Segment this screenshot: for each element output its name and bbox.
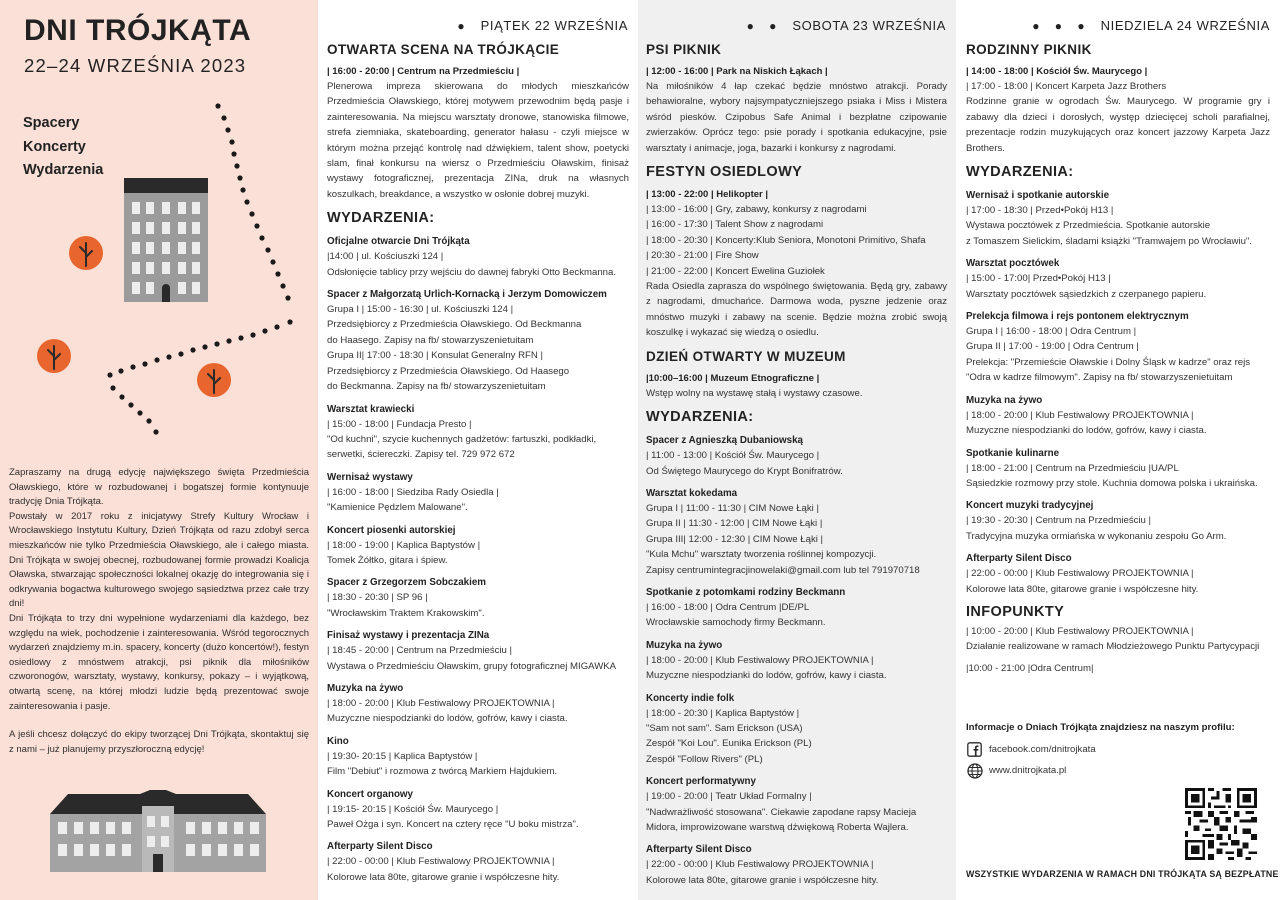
event-detail: Muzyczne niespodzianki do lodów, gofrów, kawy i ciasta.: [646, 670, 887, 682]
event-title: Koncert organowy: [327, 788, 414, 800]
schedule-line: Działanie realizowane w ramach Młodzieżowego Punktu Partycypacji: [966, 641, 1260, 653]
event-title: Spotkanie kulinarne: [966, 447, 1060, 459]
tree-icon: [36, 338, 72, 374]
section-title: PSI PIKNIK: [646, 42, 722, 57]
day-header: [747, 18, 946, 33]
section-lead: | 12:00 - 16:00 | Park na Niskich Łąkach |: [646, 66, 828, 77]
event-detail: Grupa III| 12:00 - 12:30 | CIM Nowe Łąki |: [646, 533, 824, 545]
event-detail: Zespół "Koi Lou". Eunika Erickson (PL): [646, 738, 812, 750]
event-title: Spotkanie z potomkami rodziny Beckmann: [646, 586, 846, 598]
event-title: Koncert muzyki tradycyjnej: [966, 500, 1094, 512]
event-detail: Film "Debiut" i rozmowa z twórcą Markiem Hajdukiem.: [327, 766, 558, 778]
section-title: FESTYN OSIEDLOWY: [646, 164, 803, 181]
facebook-url[interactable]: facebook.com/dnitrojkata: [989, 744, 1096, 755]
intro-panel: [0, 0, 318, 900]
event-title: Spacer z Małgorzatą Urlich-Kornacką i Jerzym Domowiczem: [327, 289, 607, 301]
event-detail: Muzyczne niespodzianki do lodów, gofrów, kawy i ciasta.: [327, 713, 568, 725]
event-detail: | 18:00 - 20:00 | Klub Festiwalowy PROJEKTOWNIA |: [966, 409, 1194, 421]
event-title: Prelekcja filmowa i rejs pontonem elektrycznym: [966, 311, 1189, 323]
friday-column: [318, 0, 638, 900]
building-illustration: [124, 178, 208, 302]
event-detail: | 22:00 - 00:00 | Klub Festiwalowy PROJEKTOWNIA |: [327, 856, 555, 868]
tree-icon: [68, 235, 104, 271]
event-detail: z Tomaszem Sielickim, śladami książki "Tramwajem po Wrocławiu".: [966, 235, 1252, 247]
event-list: [327, 234, 629, 885]
day-title: SOBOTA 23 WRZEŚNIA: [792, 18, 946, 33]
event-title: Spacer z Grzegorzem Sobczakiem: [327, 577, 486, 589]
event-detail: Midora, improwizowane warstwą dźwiękową Roberta Wajlera.: [646, 822, 909, 833]
schedule-line: |10:00 - 21:00 |Odra Centrum|: [966, 662, 1094, 674]
event-item: [966, 309, 1270, 386]
building-illustration: [50, 790, 266, 872]
event-item: [646, 638, 947, 684]
event-detail: | 18:00 - 20:00 | Klub Festiwalowy PROJEKTOWNIA |: [646, 654, 874, 666]
event-item: [646, 842, 947, 888]
event-detail: Grupa II | 17:00 - 19:00 | Odra Centrum |: [966, 341, 1139, 353]
event-detail: Warsztaty pocztówek sąsiedzkich z czerpanego papieru.: [966, 288, 1207, 300]
section-lead: | 16:00 - 20:00 | Centrum na Przedmieściu |: [327, 66, 520, 77]
event-dates: 22–24 WRZEŚNIA 2023: [24, 55, 247, 76]
event-detail: | 17:00 - 18:30 | Przed•Pokój H13 |: [966, 205, 1114, 217]
intro-paragraph: Powstały w 2017 roku z inicjatywy Strefy Kultury Wrocław i Wrocławskiego Instytutu Kultury, Dzień Trójkąta od razu zdobył serca mieszkańców nie tylko Przedmieścia Oławskiego, ale i całego miasta. Dni Trójkąta w swojej obecnej, rozbudowanej formie prowadzi Koalicja Oławska, stwarzając społeczności lokalnej okazję do integrowania się i odkrywania bogactwa kulturowego swojego sąsiedztwa przez całe trzy dni!: [9, 510, 309, 610]
schedule-line: | 20:30 - 21:00 | Fire Show: [646, 250, 759, 262]
intro-paragraph: A jeśli chcesz dołączyć do ekipy tworzącej Dni Trójkąta, skontaktuj się z nami – już planujemy przyszłoroczną edycję!: [9, 729, 309, 755]
profile-info-title: Informacje o Dniach Trójkąta znajdziesz na naszym profilu:: [966, 722, 1235, 733]
event-detail: "Od kuchni", szycie kuchennych gadżetów: fartuszki, podkładki,: [327, 433, 597, 445]
website-link[interactable]: [966, 762, 1066, 779]
intro-paragraph: Dni Trójkąta to trzy dni wypełnione wydarzeniami dla każdego, bez względu na wiek, pochodzenie i zainteresowania. Wśród tegorocznych wydarzeń znajdziemy m.in. spacery, koncerty (dużo koncertów!), festyn osiedlowy z mnóstwem atrakcji, psi piknik dla miłośników czworonogów, warsztaty, wystawy, konkursy, pokazy – i wyjątkową, otwartą scenę, na której młodzi ludzie będą prezentować swoje zainteresowania i pasje.: [9, 612, 309, 712]
footer-note: WSZYSTKIE WYDARZENIA W RAMACH DNI TRÓJKĄTA SĄ BEZPŁATNE: [966, 869, 1279, 879]
section-title: RODZINNY PIKNIK: [966, 42, 1092, 57]
section-lead: | 14:00 - 18:00 | Kościół Św. Maurycego |: [966, 66, 1148, 77]
intro-text: [9, 466, 309, 757]
event-detail: Grupa II | 11:30 - 12:00 | CIM Nowe Łąki |: [646, 518, 823, 530]
event-detail: |14:00 | ul. Kościuszki 124 |: [327, 251, 444, 263]
event-detail: Kolorowe lata 80te, gitarowe granie i współczesne hity.: [646, 874, 879, 886]
event-detail: "Nadwrażliwość stosowana". Ciekawie zapodane rapsy Macieja: [646, 806, 917, 818]
section-description: Rodzinne granie w ogrodach Św. Maurycego. W programie gry i zabawy dla dzieci i dorosłych, występ dziecięcej scholi parafialnej, prezentacje rodzin muzykujących oraz koncert jazzowy Karpeta Jazz Brothers.: [966, 96, 1270, 154]
event-item: [966, 551, 1270, 597]
event-item: [327, 575, 629, 621]
schedule-line: | 13:00 - 16:00 | Gry, zabawy, konkursy z nagrodami: [646, 204, 867, 216]
event-item: [646, 433, 947, 479]
schedule-line: | 17:00 - 18:00 | Koncert Karpeta Jazz Brothers: [966, 81, 1167, 92]
sunday-column: [956, 0, 1280, 900]
event-title: Afterparty Silent Disco: [646, 844, 752, 856]
event-detail: Zespół "Follow Rivers" (PL): [646, 753, 763, 765]
schedule-line: | 18:00 - 20:30 | Koncerty:Klub Seniora, Monotoni Primitivo, Shafa: [646, 234, 926, 246]
event-detail: | 18:00 - 20:00 | Klub Festiwalowy PROJEKTOWNIA |: [327, 697, 555, 709]
category-walks: Spacery: [23, 115, 80, 131]
event-item: [646, 774, 947, 835]
event-item: [327, 470, 629, 516]
event-detail: | 18:00 - 21:00 | Centrum na Przedmieściu |UA/PL: [966, 462, 1179, 474]
globe-icon: [966, 762, 983, 779]
event-title: Finisaż wystawy i prezentacja ZINa: [327, 630, 490, 642]
day-dots: ●: [457, 18, 471, 33]
section-lead: | 13:00 - 22:00 | Helikopter |: [646, 189, 769, 201]
event-item: [327, 681, 629, 727]
events-header: WYDARZENIA:: [327, 210, 435, 227]
event-title: Warsztat kokedama: [646, 487, 738, 499]
day-title: NIEDZIELA 24 WRZEŚNIA: [1100, 18, 1270, 33]
day-header: [457, 18, 628, 33]
event-item: [646, 486, 947, 578]
event-title: Muzyka na żywo: [646, 639, 723, 651]
section-title: OTWARTA SCENA NA TRÓJKĄCIE: [327, 42, 560, 57]
event-detail: Odsłonięcie tablicy przy wejściu do dawnej fabryki Otto Beckmanna.: [327, 266, 617, 278]
event-detail: "Kamienice Pędzlem Malowane".: [327, 502, 468, 514]
event-detail: | 15:00 - 17:00| Przed•Pokój H13 |: [966, 273, 1111, 285]
event-detail: Kolorowe lata 80te, gitarowe granie i współczesne hity.: [966, 583, 1199, 595]
event-detail: Wystawa pocztówek z Przedmieścia. Spotkanie autorskie: [966, 220, 1211, 232]
event-item: [646, 585, 947, 631]
event-detail: Grupa I | 15:00 - 16:30 | ul. Kościuszki 124 |: [327, 304, 514, 316]
event-detail: Przedsiębiorcy z Przedmieścia Oławskiego. Od Beckmanna: [327, 319, 582, 331]
event-detail: Tradycyjna muzyka ormiańska w wykonaniu zespołu Go Arm.: [966, 530, 1227, 542]
event-detail: | 18:30 - 20:30 | SP 96 |: [327, 592, 428, 604]
event-item: [966, 256, 1270, 302]
event-title: Wernisaż i spotkanie autorskie: [966, 190, 1110, 202]
qr-code-icon[interactable]: [1185, 788, 1257, 860]
event-detail: | 19:00 - 20:00 | Teatr Układ Formalny |: [646, 791, 812, 803]
website-url[interactable]: www.dnitrojkata.pl: [989, 765, 1067, 776]
event-item: [327, 402, 629, 463]
schedule-line: | 21:00 - 22:00 | Koncert Ewelina Guziołek: [646, 265, 825, 277]
events-header: WYDARZENIA:: [646, 409, 754, 426]
event-title: Koncert performatywny: [646, 776, 756, 788]
section-description: Plenerowa impreza skierowana do młodych mieszkańców Przedmieścia Oławskiego, której motywem przewodnim będą pasje i zainteresowania. Na miejscu warsztaty dronowe, stanowiska filmowe, strefa ziemniaka, skateboarding, generator hałasu - czyli miejsce w którym można przejąć kontrolę nad dźwiękiem, talent show, poetycki slam, finał konkursu na wiersz o Przedmieściu Oławskim, finisaż wystawy fotograficznej, prezentacja ZINa, druk na własnych koszulkach, breakdance, a wszystko w osłonie dobrej muzyki.: [327, 81, 629, 200]
event-detail: | 22:00 - 00:00 | Klub Festiwalowy PROJEKTOWNIA |: [646, 859, 874, 871]
event-item: [327, 734, 629, 780]
event-item: [327, 234, 629, 280]
event-detail: Przedsiębiorcy z Przedmieścia Oławskiego. Od Haasego: [327, 365, 570, 377]
event-detail: serwetki, ściereczki. Zapisy tel. 729 972 672: [327, 449, 515, 461]
intro-paragraph: Zapraszamy na drugą edycję największego święta Przedmieścia Oławskiego, które w rozbudowanej i bogatszej formie kontynuuje tradycję Dnia Trójkąta.: [9, 467, 309, 508]
event-title: Koncerty indie folk: [646, 692, 735, 704]
event-detail: Wrocławskie samochody firmy Beckmann.: [646, 617, 826, 629]
event-detail: Od Świętego Maurycego do Krypt Bonifratrów.: [646, 465, 843, 477]
event-detail: "Kula Mchu" warsztaty tworzenia roślinnej kompozycji.: [646, 549, 877, 561]
day-header: [1032, 18, 1270, 33]
event-detail: | 19:15- 20:15 | Kościół Św. Maurycego |: [327, 803, 499, 815]
event-title: Wernisaż wystawy: [327, 471, 413, 483]
tree-icon: [196, 362, 232, 398]
section-description: Wstęp wolny na wystawę stałą i wystawy czasowe.: [646, 387, 863, 399]
event-title: Warsztat krawiecki: [327, 403, 415, 415]
event-detail: Grupa I | 11:00 - 11:30 | CIM Nowe Łąki |: [646, 502, 819, 514]
event-detail: "Sam not sam". Sam Erickson (USA): [646, 722, 803, 734]
day-dots: ● ●: [746, 18, 783, 33]
event-item: [327, 523, 629, 569]
event-item: [327, 787, 629, 833]
event-detail: "Odra w kadrze filmowym". Zapisy na fb/ stowarzyszenietuitam: [966, 372, 1233, 384]
facebook-link[interactable]: [966, 741, 1096, 758]
category-events: Wydarzenia: [23, 162, 104, 178]
event-detail: | 19:30- 20:15 | Kaplica Baptystów |: [327, 750, 478, 762]
event-detail: | 16:00 - 18:00 | Odra Centrum |DE/PL: [646, 601, 810, 613]
section-title: INFOPUNKTY: [966, 603, 1065, 620]
event-item: [966, 446, 1270, 492]
section-description: Rada Osiedla zaprasza do wspólnego świętowania. Będą gry, zabawy z nagrodami, dmuchańce. Darmowa woda, pyszne jedzenie oraz mnóstwo muzyki i zabawy na scenie. Będzie można zrobić swoją koszulkę i wykazać się wiedzą o osiedlu.: [646, 281, 947, 339]
event-item: [966, 498, 1270, 544]
day-dots: ● ● ●: [1032, 18, 1091, 33]
event-detail: Sąsiedzkie rozmowy przy stole. Kuchnia domowa polska i ukraińska.: [966, 477, 1258, 489]
event-detail: do Beckmanna. Zapisy na fb/ stowarzyszenietuitam: [327, 381, 546, 393]
event-detail: | 22:00 - 00:00 | Klub Festiwalowy PROJEKTOWNIA |: [966, 568, 1194, 580]
event-title: Spacer z Agnieszką Dubaniowską: [646, 435, 803, 447]
event-detail: | 19:30 - 20:30 | Centrum na Przedmieściu |: [966, 515, 1152, 527]
event-detail: Muzyczne niespodzianki do lodów, gofrów, kawy i ciasta.: [966, 425, 1207, 437]
event-detail: Grupa II| 17:00 - 18:30 | Konsulat Generalny RFN |: [327, 350, 543, 362]
event-item: [327, 839, 629, 885]
event-title: Muzyka na żywo: [966, 394, 1043, 406]
event-title: Muzyka na żywo: [327, 682, 404, 694]
schedule-line: | 16:00 - 17:30 | Talent Show z nagrodami: [646, 219, 824, 231]
event-detail: Zapisy centrumintegracjinowelaki@gmail.com lub tel 791970718: [646, 564, 920, 576]
event-item: [327, 628, 629, 674]
event-title: Afterparty Silent Disco: [327, 841, 433, 853]
event-title: Koncert piosenki autorskiej: [327, 524, 456, 536]
facebook-icon: [966, 741, 983, 758]
event-detail: Prelekcja: "Przemieście Oławskie i Dolny Śląsk w kadrze" oraz rejs: [966, 356, 1251, 368]
section-title: DZIEŃ OTWARTY W MUZEUM: [646, 348, 846, 364]
category-concerts: Koncerty: [23, 138, 86, 155]
event-detail: do Haasego. Zapisy na fb/ stowarzyszenietuitam: [327, 334, 534, 346]
event-detail: Kolorowe lata 80te, gitarowe granie i współczesne hity.: [327, 871, 560, 883]
event-detail: | 18:45 - 20:00 | Centrum na Przedmieściu |: [327, 645, 513, 657]
section-lead: |10:00–16:00 | Muzeum Etnograficzne |: [646, 372, 820, 384]
saturday-column: [638, 0, 956, 900]
event-title: DNI TRÓJKĄTA: [24, 14, 252, 47]
day-title: PIĄTEK 22 WRZEŚNIA: [480, 18, 628, 33]
event-title: Oficjalne otwarcie Dni Trójkąta: [327, 236, 470, 248]
event-list: [646, 433, 947, 888]
event-item: [966, 188, 1270, 249]
event-detail: | 18:00 - 19:00 | Kaplica Baptystów |: [327, 539, 481, 551]
event-detail: | 15:00 - 18:00 | Fundacja Presto |: [327, 418, 472, 430]
event-detail: | 16:00 - 18:00 | Siedziba Rady Osiedla |: [327, 486, 499, 498]
events-header: WYDARZENIA:: [966, 164, 1074, 181]
event-list: [966, 188, 1270, 597]
schedule-line: | 10:00 - 20:00 | Klub Festiwalowy PROJEKTOWNIA |: [966, 625, 1194, 637]
event-title: Warsztat pocztówek: [966, 258, 1060, 270]
event-detail: Wystawa o Przedmieściu Oławskim, grupy fotograficznej MIGAWKA: [327, 660, 617, 672]
event-title: Afterparty Silent Disco: [966, 553, 1072, 565]
event-detail: Paweł Ożga i syn. Koncert na cztery ręce "U boku mistrza".: [327, 819, 579, 830]
event-detail: "Wrocławskim Traktem Krakowskim".: [327, 607, 485, 619]
event-item: [646, 691, 947, 768]
event-item: [966, 393, 1270, 439]
section-description: Na miłośników 4 łap czekać będzie mnóstwo atrakcji. Porady behawioralne, wybory najsympatyczniejszego psiaka i Miss i Mistera wśród piesków. Czipobus Safe Animal i bezpłatne czipowanie zwierzaków. Oprócz tego: psie porady i spotkania edukacyjne, psie warsztaty i animacje, joga, bazarki i konkursy z nagrodami.: [646, 81, 947, 154]
event-detail: Tomek Żółtko, gitara i śpiew.: [327, 554, 448, 566]
event-item: [327, 287, 629, 394]
event-detail: Grupa I | 16:00 - 18:00 | Odra Centrum |: [966, 326, 1137, 338]
event-detail: | 18:00 - 20:30 | Kaplica Baptystów |: [646, 707, 800, 719]
event-title: Kino: [327, 735, 349, 747]
event-detail: | 11:00 - 13:00 | Kościół Św. Maurycego |: [646, 450, 820, 462]
